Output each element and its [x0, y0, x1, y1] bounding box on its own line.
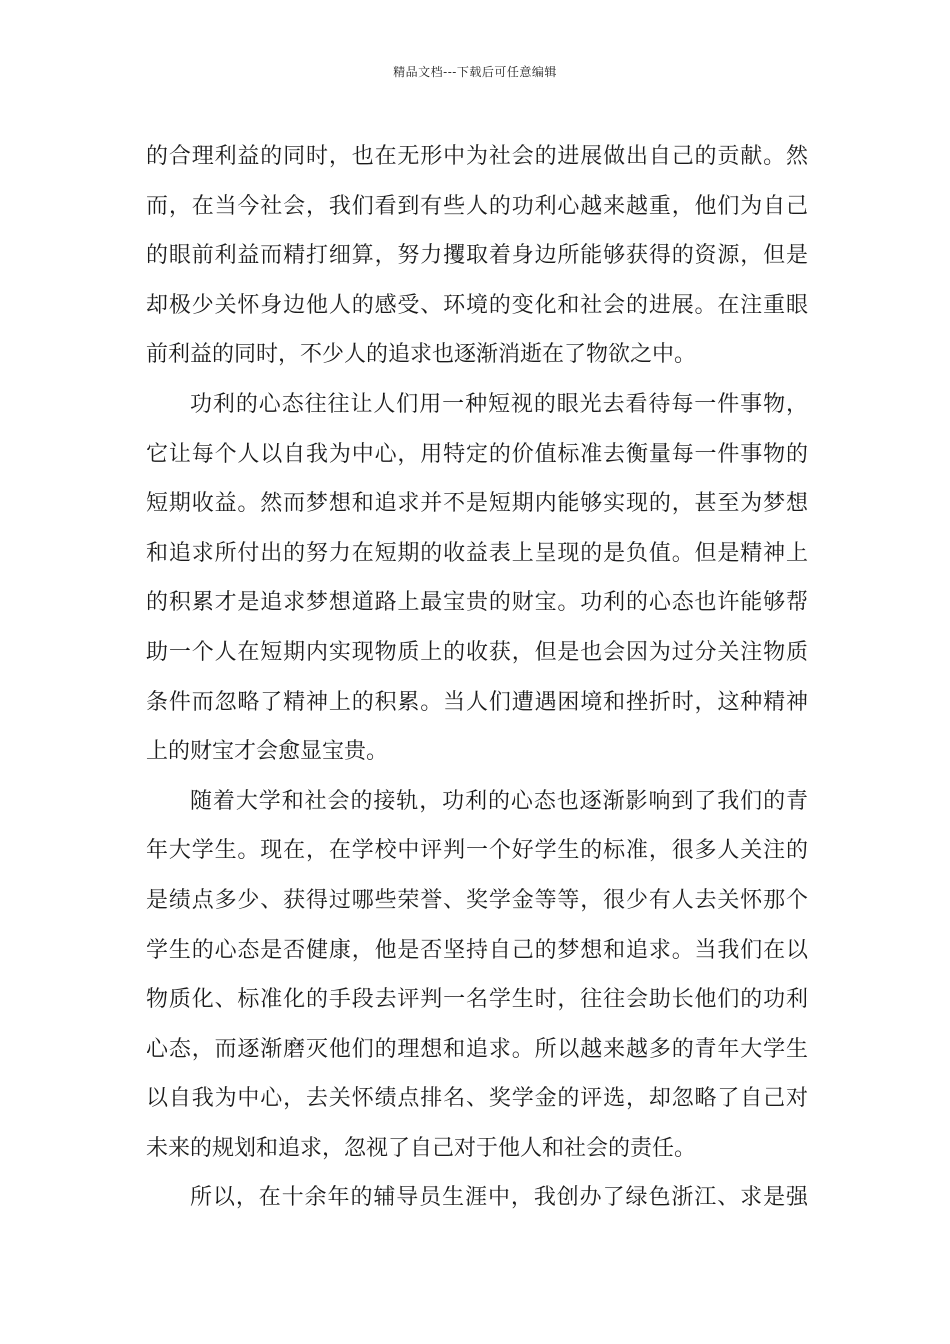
text-line: 条件而忽略了精神上的积累。当人们遭遇困境和挫折时，这种精神	[146, 689, 808, 715]
paragraph-first-line: 随着大学和社会的接轨，功利的心态也逐渐影响到了我们的青	[190, 788, 808, 814]
text-line: 心态，而逐渐磨灭他们的理想和追求。所以越来越多的青年大学生	[146, 1036, 808, 1062]
document-body	[146, 132, 808, 1223]
text-line: 和追求所付出的努力在短期的收益表上呈现的是负值。但是精神上	[146, 540, 808, 566]
text-line: 年大学生。现在，在学校中评判一个好学生的标准，很多人关注的	[146, 838, 808, 864]
page-header: 精品文档---下载后可任意编辑	[393, 65, 557, 79]
text-line: 前利益的同时，不少人的追求也逐渐消逝在了物欲之中。	[146, 342, 697, 368]
text-line: 却极少关怀身边他人的感受、环境的变化和社会的进展。在注重眼	[146, 292, 808, 318]
text-line: 以自我为中心，去关怀绩点排名、奖学金的评选，却忽略了自己对	[146, 1086, 808, 1112]
text-line: 上的财宝才会愈显宝贵。	[146, 739, 389, 765]
paragraph-first-line: 所以，在十余年的辅导员生涯中，我创办了绿色浙江、求是强	[190, 1185, 808, 1211]
text-line: 物质化、标准化的手段去评判一名学生时，往往会助长他们的功利	[146, 987, 808, 1013]
text-line: 的眼前利益而精打细算，努力攫取着身边所能够获得的资源，但是	[146, 243, 808, 269]
paragraph-first-line: 功利的心态往往让人们用一种短视的眼光去看待每一件事物，	[190, 391, 808, 417]
text-line: 短期收益。然而梦想和追求并不是短期内能够实现的，甚至为梦想	[146, 491, 808, 517]
text-line: 的积累才是追求梦想道路上最宝贵的财宝。功利的心态也许能够帮	[146, 590, 808, 616]
text-line: 的合理利益的同时，也在无形中为社会的进展做出自己的贡献。然	[146, 144, 808, 169]
text-line: 而，在当今社会，我们看到有些人的功利心越来越重，他们为自己	[146, 193, 808, 219]
text-line: 助一个人在短期内实现物质上的收获，但是也会因为过分关注物质	[146, 639, 808, 665]
text-line: 未来的规划和追求，忽视了自己对于他人和社会的责任。	[146, 1135, 697, 1161]
text-line: 是绩点多少、获得过哪些荣誉、奖学金等等，很少有人去关怀那个	[146, 887, 808, 913]
text-line: 它让每个人以自我为中心，用特定的价值标准去衡量每一件事物的	[146, 441, 808, 467]
text-line: 学生的心态是否健康，他是否坚持自己的梦想和追求。当我们在以	[146, 937, 808, 963]
